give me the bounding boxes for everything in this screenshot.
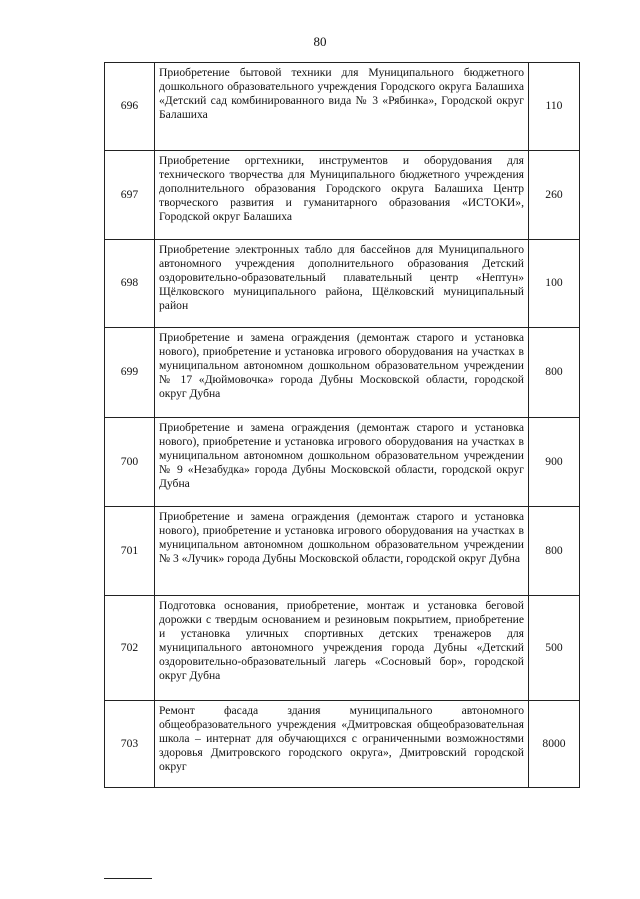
table-row bbox=[105, 63, 580, 151]
row-value: 100 bbox=[529, 240, 580, 328]
row-value: 110 bbox=[529, 63, 580, 151]
row-number: 703 bbox=[105, 701, 155, 788]
row-value: 800 bbox=[529, 507, 580, 596]
table-row bbox=[105, 240, 580, 328]
row-description-text: Ремонт фасада здания муниципального автономного общеобразовательного учреждения «Дмитровская общеобразовательная школа – интернат для обучающихся с ограниченными возможностями здоровья Дмитровского городского округа», Дмитровский городской округ bbox=[159, 704, 524, 774]
row-value: 900 bbox=[529, 418, 580, 507]
row-description-text: Приобретение и замена ограждения (демонтаж старого и установка нового), приобретение и установка игрового оборудования на участках в муниципальном автономном дошкольном образовательном учреждении № 3 «Лучик» города Дубны Московской области, городской округ Дубна bbox=[159, 510, 524, 566]
row-number: 697 bbox=[105, 151, 155, 240]
footnote-divider bbox=[104, 878, 152, 879]
page-number: 80 bbox=[313, 34, 327, 49]
table-row bbox=[105, 701, 580, 788]
row-value: 500 bbox=[529, 596, 580, 701]
row-description bbox=[155, 328, 529, 418]
row-number: 702 bbox=[105, 596, 155, 701]
row-description bbox=[155, 63, 529, 151]
table-row bbox=[105, 151, 580, 240]
row-description-text: Подготовка основания, приобретение, монтаж и установка беговой дорожки с твердым основанием и резиновым покрытием, приобретение и установка уличных спортивных детских тренажеров для муниципального автономного учреждения города Дубны «Детский оздоровительно-образовательный лагерь «Сосновый бор», городской округ Дубна bbox=[159, 599, 524, 683]
row-description-text: Приобретение электронных табло для бассейнов для Муниципального автономного учреждения дополнительного образования Детский оздоровительно-образовательный плавательный центр «Нептун» Щёлковского муниципального района, Щёлковский муниципальный район bbox=[159, 243, 524, 313]
funding-table bbox=[104, 62, 580, 788]
row-number: 701 bbox=[105, 507, 155, 596]
row-number: 698 bbox=[105, 240, 155, 328]
row-number: 699 bbox=[105, 328, 155, 418]
table-row bbox=[105, 418, 580, 507]
row-description bbox=[155, 596, 529, 701]
row-description-text: Приобретение оргтехники, инструментов и оборудования для технического творчества для Муниципального бюджетного учреждения дополнительного образования Городского округа Балашиха Центр творческого развития и гуманитарного образования «ИСТОКИ», Городской округ Балашиха bbox=[159, 154, 524, 224]
row-value: 260 bbox=[529, 151, 580, 240]
row-description bbox=[155, 701, 529, 788]
row-number: 696 bbox=[105, 63, 155, 151]
row-value: 800 bbox=[529, 328, 580, 418]
row-description-text: Приобретение бытовой техники для Муниципального бюджетного дошкольного образовательного учреждения Городского округа Балашиха «Детский сад комбинированного вида № 3 «Рябинка», Городской округ Балашиха bbox=[159, 66, 524, 122]
row-description-text: Приобретение и замена ограждения (демонтаж старого и установка нового), приобретение и установка игрового оборудования на участках в муниципальном автономном дошкольном образовательном учреждении № 17 «Дюймовочка» города Дубны Московской области, городской округ Дубна bbox=[159, 331, 524, 401]
row-description bbox=[155, 151, 529, 240]
row-description bbox=[155, 240, 529, 328]
row-description bbox=[155, 418, 529, 507]
table-row bbox=[105, 596, 580, 701]
table-row bbox=[105, 507, 580, 596]
row-value: 8000 bbox=[529, 701, 580, 788]
row-description-text: Приобретение и замена ограждения (демонтаж старого и установка нового), приобретение и установка игрового оборудования на участках в муниципальном автономном дошкольном образовательном учреждении № 9 «Незабудка» города Дубны Московской области, городской округ Дубна bbox=[159, 421, 524, 491]
row-number: 700 bbox=[105, 418, 155, 507]
table-row bbox=[105, 328, 580, 418]
row-description bbox=[155, 507, 529, 596]
